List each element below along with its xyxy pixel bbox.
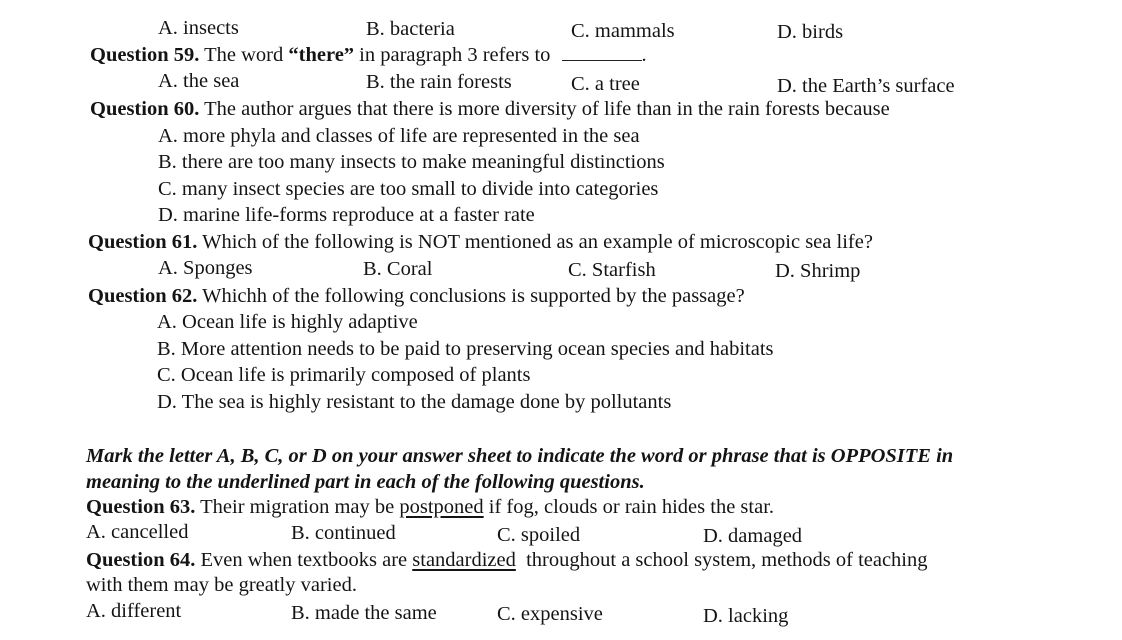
q61-stem-text: Which of the following is NOT mentioned as an example of microscopic sea life? [202, 231, 873, 253]
question-61-label: Question 61. [88, 231, 198, 253]
q64-stem-pre: Even when textbooks are [200, 549, 413, 571]
q59-option-a[interactable]: A. the sea [158, 70, 240, 92]
q64-option-c[interactable]: C. expensive [497, 603, 603, 625]
q59-option-d[interactable]: D. the Earth’s surface [777, 75, 955, 97]
q62-option-b[interactable]: B. More attention needs to be paid to preserving ocean species and habitats [157, 338, 774, 360]
q59-option-c[interactable]: C. a tree [571, 73, 640, 95]
question-61-stem [88, 230, 873, 254]
q58-option-a[interactable]: A. insects [158, 17, 239, 39]
question-59-label: Question 59. [90, 44, 200, 66]
q63-stem-pre: Their migration may be [200, 496, 400, 518]
q60-option-c[interactable]: C. many insect species are too small to divide into categories [158, 178, 659, 200]
question-63-stem [86, 495, 774, 519]
q64-option-a[interactable]: A. different [86, 600, 182, 622]
question-63-label: Question 63. [86, 496, 196, 518]
question-60-label: Question 60. [90, 98, 200, 120]
q62-option-a[interactable]: A. Ocean life is highly adaptive [157, 311, 418, 333]
q61-option-c[interactable]: C. Starfish [568, 259, 656, 281]
q60-stem-text: The author argues that there is more diversity of life than in the rain forests because [204, 98, 890, 120]
q58-option-c[interactable]: C. mammals [571, 20, 675, 42]
q58-option-b[interactable]: B. bacteria [366, 18, 455, 40]
q59-option-b[interactable]: B. the rain forests [366, 71, 512, 93]
q59-stem-post: in paragraph 3 refers to [354, 44, 551, 66]
q60-option-d[interactable]: D. marine life-forms reproduce at a faster rate [158, 204, 535, 226]
q61-option-a[interactable]: A. Sponges [158, 257, 253, 279]
q62-option-d[interactable]: D. The sea is highly resistant to the damage done by pollutants [157, 391, 672, 413]
question-59-stem [90, 43, 647, 67]
q60-option-a[interactable]: A. more phyla and classes of life are represented in the sea [158, 125, 640, 147]
question-64-label: Question 64. [86, 549, 196, 571]
q59-stem-word: “there” [288, 44, 355, 66]
q64-underlined-word: standardized [412, 549, 516, 571]
q62-option-c[interactable]: C. Ocean life is primarily composed of plants [157, 364, 531, 386]
q63-option-d[interactable]: D. damaged [703, 525, 803, 547]
q64-option-b[interactable]: B. made the same [291, 602, 437, 624]
q61-option-d[interactable]: D. Shrimp [775, 260, 861, 282]
question-62-stem [88, 284, 745, 308]
q64-stem-post: throughout a school system, methods of teaching [515, 549, 928, 571]
question-62-label: Question 62. [88, 285, 198, 307]
q59-stem-pre: The word [204, 44, 289, 66]
q63-option-b[interactable]: B. continued [291, 522, 396, 544]
q63-stem-post: if fog, clouds or rain hides the star. [483, 496, 775, 518]
q64-option-d[interactable]: D. lacking [703, 605, 789, 627]
section-instruction-line-2: meaning to the underlined part in each of the following questions. [86, 471, 645, 493]
q64-stem-line-2: with them may be greatly varied. [86, 574, 357, 596]
q63-underlined-word: postponed [399, 496, 484, 518]
q61-option-b[interactable]: B. Coral [363, 258, 433, 280]
q59-blank-tail: . [641, 44, 647, 66]
q60-option-b[interactable]: B. there are too many insects to make meaningful distinctions [158, 151, 665, 173]
q63-option-a[interactable]: A. cancelled [86, 521, 189, 543]
section-instruction-line-1: Mark the letter A, B, C, or D on your answer sheet to indicate the word or phrase that is OPPOSITE in [86, 445, 954, 467]
q62-stem-text: Whichh of the following conclusions is supported by the passage? [202, 285, 745, 307]
question-60-stem [90, 97, 890, 121]
answer-blank [562, 46, 642, 61]
q58-option-d[interactable]: D. birds [777, 21, 844, 43]
q63-option-c[interactable]: C. spoiled [497, 524, 581, 546]
question-64-stem [86, 548, 928, 572]
